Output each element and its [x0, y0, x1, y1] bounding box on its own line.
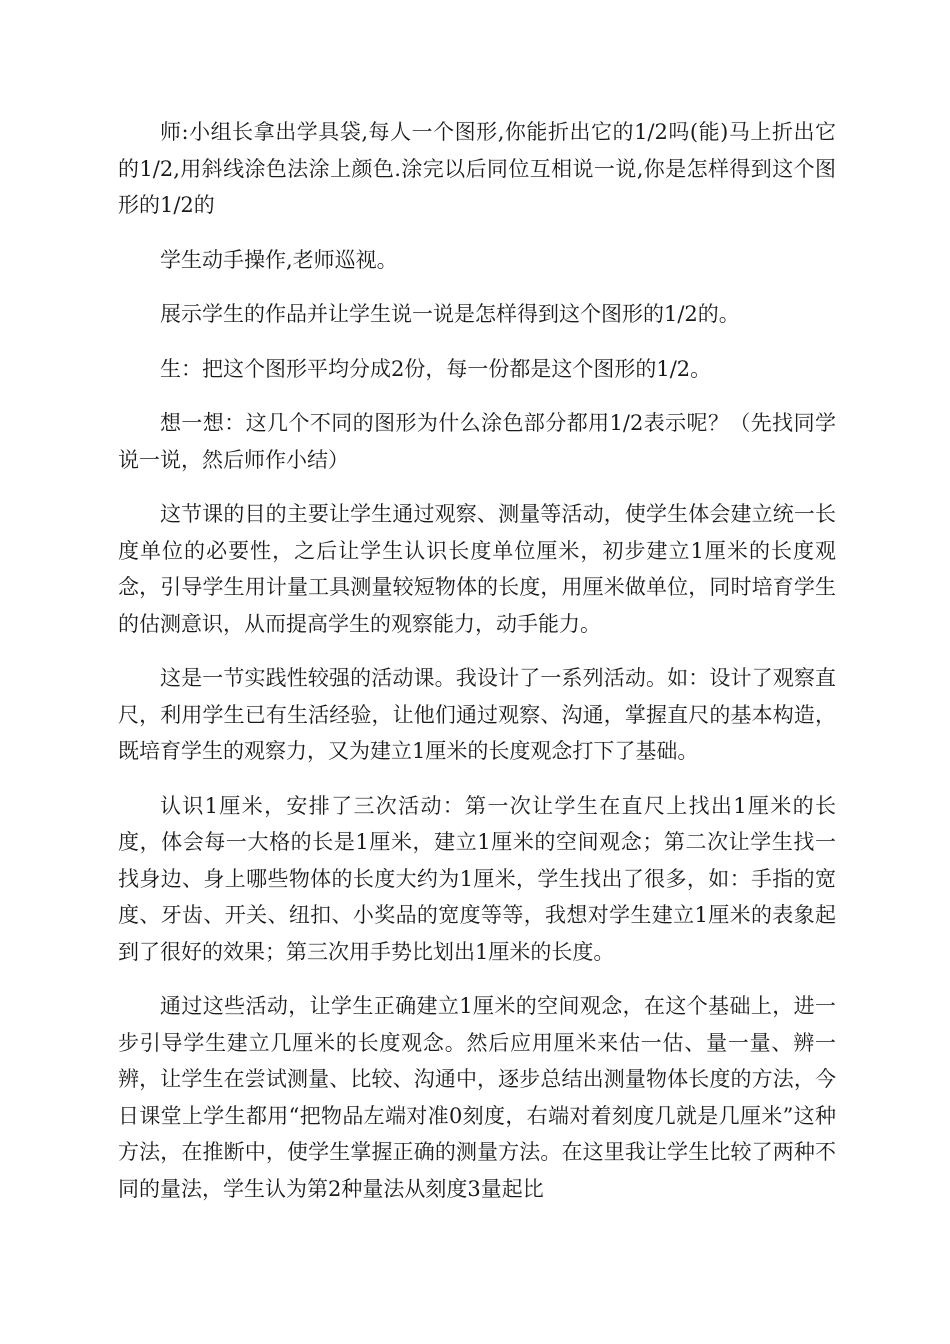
- paragraph-4: 生：把这个图形平均分成2份，每一份都是这个图形的1/2。: [160, 356, 712, 381]
- paragraph-2: 学生动手操作,老师巡视。: [160, 247, 398, 272]
- document-body: [118, 114, 836, 1225]
- paragraph-7: 这是一节实践性较强的活动课。我设计了一系列活动。如：设计了观察直尺，利用学生已有生活经验，让他们通过观察、沟通，掌握直尺的基本构造，既培育学生的观察力，又为建立1厘米的长度观念打下了基础。: [118, 666, 836, 763]
- paragraph-6: 这节课的目的主要让学生通过观察、测量等活动，使学生体会建立统一长度单位的必要性，之后让学生认识长度单位厘米，初步建立1厘米的长度观念，引导学生用计量工具测量较短物体的长度，用厘米做单位，同时培育学生的估测意识，从而提高学生的观察能力，动手能力。: [118, 502, 836, 636]
- paragraph-5: 想一想：这几个不同的图形为什么涂色部分都用1/2表示呢？（先找同学说一说，然后师作小结）: [118, 411, 836, 472]
- paragraph-3: 展示学生的作品并让学生说一说是怎样得到这个图形的1/2的。: [160, 302, 740, 326]
- paragraph-8: 认识1厘米，安排了三次活动：第一次让学生在直尺上找出1厘米的长度，体会每一大格的长是1厘米，建立1厘米的空间观念；第二次让学生找一找身边、身上哪些物体的长度大约为1厘米，学生找出了很多，如：手指的宽度、牙齿、开关、纽扣、小奖品的宽度等等，我想对学生建立1厘米的表象起到了很好的效果；第三次用手势比划出1厘米的长度。: [118, 793, 836, 964]
- paragraph-1: 师:小组长拿出学具袋,每人一个图形,你能折出它的1/2吗(能)马上折出它的1/2,用斜线涂色法涂上颜色.涂完以后同位互相说一说,你是怎样得到这个图形的1/2的: [118, 120, 836, 217]
- paragraph-9: 通过这些活动，让学生正确建立1厘米的空间观念，在这个基础上，进一步引导学生建立几厘米的长度观念。然后应用厘米来估一估、量一量、辨一辨，让学生在尝试测量、比较、沟通中，逐步总结出测量物体长度的方法，今日课堂上学生都用“把物品左端对准0刻度，右端对着刻度几就是几厘米”这种方法，在推断中，使学生掌握正确的测量方法。在这里我让学生比较了两种不同的量法，学生认为第2种量法从刻度3量起比: [118, 994, 836, 1201]
